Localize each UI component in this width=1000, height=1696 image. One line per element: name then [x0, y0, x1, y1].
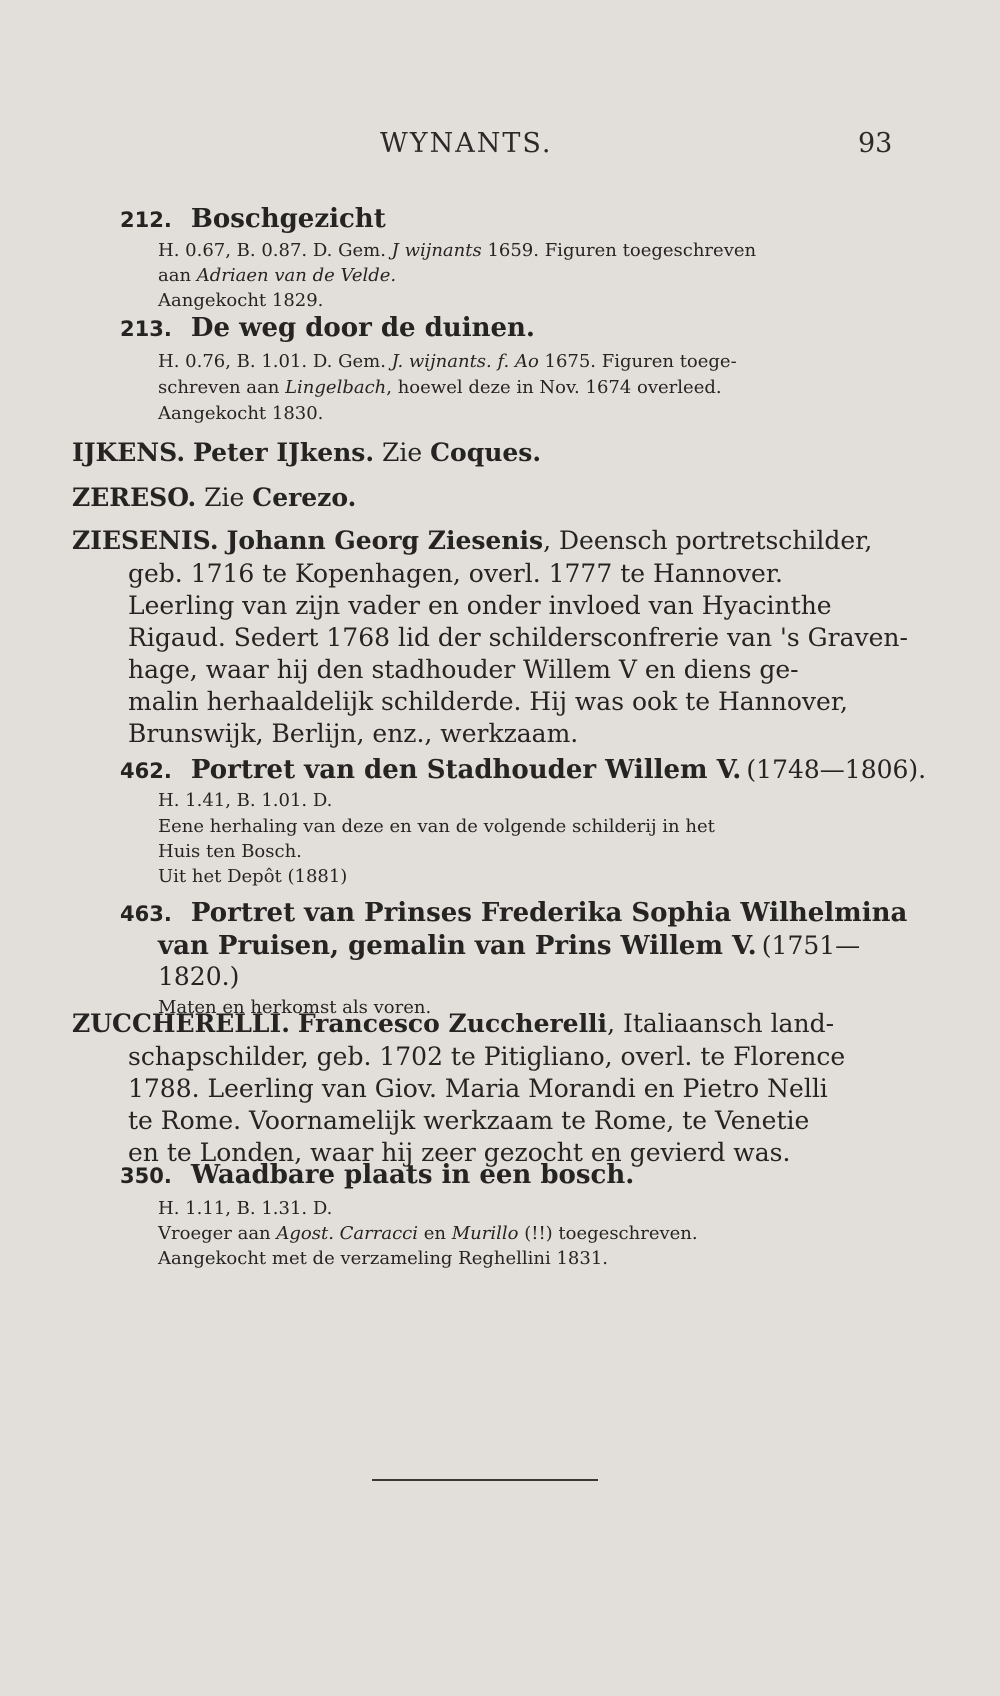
biography-line: te Rome. Voornamelijk werkzaam te Rome, te Venetie — [128, 1106, 810, 1135]
entry-detail: Huis ten Bosch. — [158, 841, 302, 862]
biography-line: schapschilder, geb. 1702 te Pitigliano, overl. te Florence — [128, 1042, 846, 1071]
entry-detail: Eene herhaling van deze en van de volgende schilderij in het — [158, 816, 715, 837]
entry-detail: Aangekocht 1829. — [158, 290, 324, 311]
entry-462-heading — [120, 755, 926, 785]
page-number: 93 — [858, 128, 893, 159]
biography-line: en te Londen, waar hij zeer gezocht en gevierd was. — [128, 1138, 791, 1167]
biography-line: Leerling van zijn vader en onder invloed van Hyacinthe — [128, 591, 832, 620]
cross-reference: IJKENS. Peter IJkens. Zie Coques. — [72, 438, 542, 467]
entry-title: Portret van den Stadhouder Willem V. — [190, 755, 742, 785]
biography-line: hage, waar hij den stadhouder Willem V en diens ge- — [128, 655, 799, 684]
entry-title: Boschgezicht — [190, 204, 386, 234]
entry-detail: Aangekocht met de verzameling Reghellini 1831. — [158, 1248, 608, 1269]
biography-line: malin herhaaldelijk schilderde. Hij was ook te Hannover, — [128, 687, 848, 716]
entry-number: 213. — [120, 317, 172, 341]
biography-line: geb. 1716 te Kopenhagen, overl. 1777 te Hannover. — [128, 559, 784, 588]
entry-dates: (1748—1806). — [746, 755, 927, 784]
entry-212-heading — [120, 204, 386, 234]
entry-detail: H. 1.11, B. 1.31. D. — [158, 1198, 333, 1219]
entry-detail: H. 0.67, B. 0.87. D. Gem. J wijnants 1659. Figuren toegeschreven — [158, 240, 757, 261]
entry-detail: Maten en herkomst als voren. — [158, 997, 432, 1018]
entry-title: Portret van Prinses Frederika Sophia Wilhelmina — [190, 898, 908, 928]
entry-detail: H. 0.76, B. 1.01. D. Gem. J. wijnants. f. Ao 1675. Figuren toege- — [158, 351, 737, 372]
entry-dates: 1820.) — [158, 962, 240, 991]
entry-detail: H. 1.41, B. 1.01. D. — [158, 790, 333, 811]
entry-title: Waadbare plaats in een bosch. — [190, 1160, 635, 1190]
entry-detail: Uit het Depôt (1881) — [158, 866, 348, 887]
artist-heading-zuccherelli: ZUCCHERELLI. Francesco Zuccherelli, Italiaansch land- — [72, 1009, 835, 1038]
entry-detail: Aangekocht 1830. — [158, 403, 324, 424]
entry-detail: Vroeger aan Agost. Carracci en Murillo (!!) toegeschreven. — [158, 1223, 698, 1244]
entry-detail: schreven aan Lingelbach, hoewel deze in Nov. 1674 overleed. — [158, 377, 722, 398]
entry-number: 212. — [120, 208, 172, 232]
artist-heading-ziesenis: ZIESENIS. Johann Georg Ziesenis, Deensch portretschilder, — [72, 526, 873, 555]
entry-463-heading-cont — [158, 931, 860, 961]
entry-title: van Pruisen, gemalin van Prins Willem V. — [158, 931, 757, 961]
entry-number: 350. — [120, 1164, 172, 1188]
biography-line: Rigaud. Sedert 1768 lid der schildersconfrerie van 's Graven- — [128, 623, 908, 652]
entry-title: De weg door de duinen. — [190, 313, 535, 343]
closing-rule — [372, 1479, 598, 1481]
entry-dates: (1751— — [761, 931, 861, 960]
running-head: WYNANTS. — [380, 128, 553, 159]
entry-number: 463. — [120, 902, 172, 926]
entry-463-heading — [120, 898, 907, 928]
entry-detail: aan Adriaen van de Velde. — [158, 265, 397, 286]
cross-reference: ZERESO. Zie Cerezo. — [72, 483, 357, 512]
entry-number: 462. — [120, 759, 172, 783]
biography-line: 1788. Leerling van Giov. Maria Morandi en Pietro Nelli — [128, 1074, 828, 1103]
biography-line: Brunswijk, Berlijn, enz., werkzaam. — [128, 719, 579, 748]
entry-213-heading — [120, 313, 535, 343]
entry-350-heading — [120, 1160, 634, 1190]
